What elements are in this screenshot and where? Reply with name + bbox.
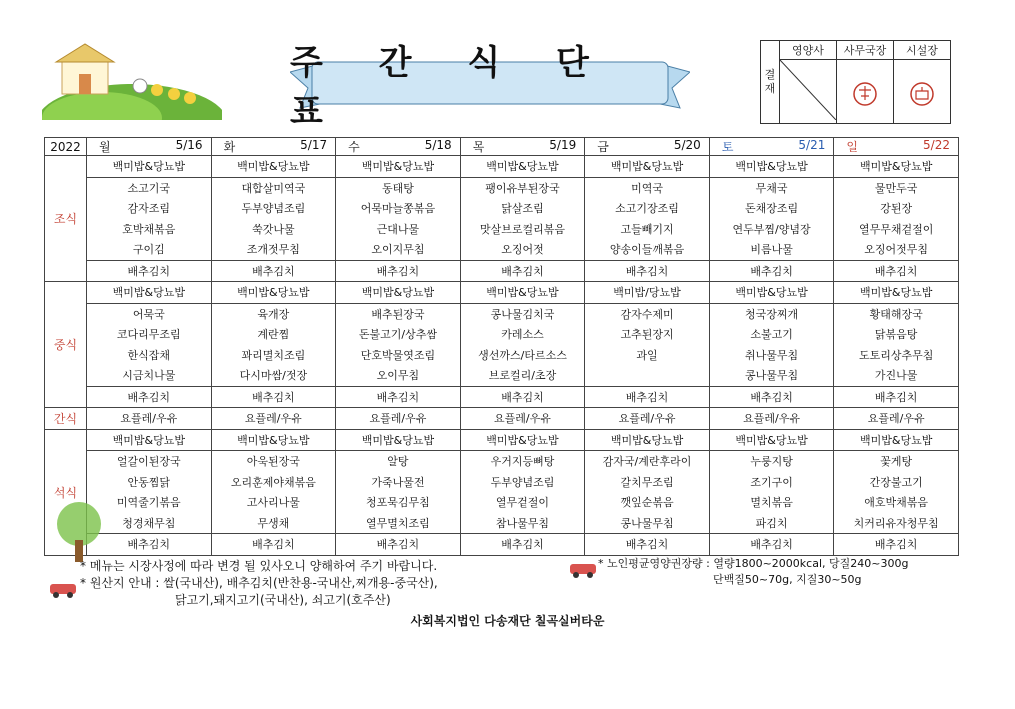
- day-name: 화: [223, 140, 236, 154]
- menu-item: [585, 365, 710, 386]
- menu-item: 치커리유자청무침: [834, 513, 959, 534]
- menu-item: 백미밥&당뇨밥: [211, 156, 336, 178]
- menu-item: 돈불고기/상추쌈: [336, 324, 461, 345]
- day-date: 5/16: [175, 138, 203, 152]
- notice-line: * 원산지 안내 : 쌀(국내산), 배추김치(반찬용-국내산,찌개용-중국산),: [80, 576, 438, 590]
- car-icon: [48, 576, 78, 600]
- day-date: 5/17: [300, 138, 328, 152]
- menu-item: 요플레/우유: [211, 408, 336, 430]
- menu-item: 오리훈제야채볶음: [211, 472, 336, 493]
- menu-item: 조개젓무침: [211, 239, 336, 260]
- menu-item: 오징어젓: [460, 239, 585, 260]
- menu-item: 열무멸치조림: [336, 513, 461, 534]
- menu-item: 두부양념조림: [211, 198, 336, 219]
- day-date: 5/21: [798, 138, 826, 152]
- day-header: [87, 138, 212, 156]
- menu-item: 다시마쌈/젓장: [211, 365, 336, 386]
- stamp-icon: [837, 60, 893, 120]
- menu-item: 가진나물: [834, 365, 959, 386]
- day-header-row: [45, 138, 959, 156]
- menu-row: [45, 451, 959, 472]
- menu-item: 물만두국: [834, 177, 959, 198]
- menu-item: 배추김치: [585, 534, 710, 556]
- menu-item: 배추김치: [709, 260, 834, 282]
- menu-item: 간장불고기: [834, 472, 959, 493]
- menu-item: 누룽지탕: [709, 451, 834, 472]
- approval-stamp: [894, 60, 951, 124]
- meal-label: 중식: [45, 282, 87, 408]
- menu-item: 가죽나물전: [336, 472, 461, 493]
- menu-item: 도토리상추무침: [834, 345, 959, 366]
- meal-label: 조식: [45, 156, 87, 282]
- menu-item: 대합살미역국: [211, 177, 336, 198]
- menu-item: 백미밥&당뇨밥: [87, 429, 212, 451]
- menu-row: [45, 408, 959, 430]
- menu-item: 요플레/우유: [87, 408, 212, 430]
- weekly-menu-table: [44, 137, 959, 556]
- menu-item: 백미밥&당뇨밥: [834, 429, 959, 451]
- menu-item: 파김치: [709, 513, 834, 534]
- menu-row: [45, 472, 959, 493]
- title-banner: [290, 43, 690, 132]
- day-name: 토: [721, 140, 734, 154]
- menu-item: 감자조림: [87, 198, 212, 219]
- menu-item: 감자국/계란후라이: [585, 451, 710, 472]
- menu-item: 알탕: [336, 451, 461, 472]
- menu-item: 꽈리멸치조림: [211, 345, 336, 366]
- day-name: 일: [846, 140, 858, 154]
- approval-role: 영양사: [780, 41, 837, 60]
- day-header: [211, 138, 336, 156]
- notice-line: * 메뉴는 시장사정에 따라 변경 될 있사오니 양해하여 주기 바랍니다.: [80, 559, 438, 573]
- day-date: 5/19: [549, 138, 577, 152]
- menu-item: 배추김치: [87, 386, 212, 408]
- menu-item: 배추김치: [460, 534, 585, 556]
- menu-item: 소불고기: [709, 324, 834, 345]
- day-date: 5/18: [424, 138, 452, 152]
- day-header: [336, 138, 461, 156]
- menu-item: 꽃게탕: [834, 451, 959, 472]
- menu-item: 배추김치: [460, 260, 585, 282]
- menu-item: 멸치볶음: [709, 492, 834, 513]
- menu-item: 청국장찌개: [709, 303, 834, 324]
- approval-role: 시설장: [894, 41, 951, 60]
- menu-item: 우거지등뼈탕: [460, 451, 585, 472]
- menu-item: 고들빼기지: [585, 219, 710, 240]
- menu-item: 배추김치: [585, 386, 710, 408]
- menu-item: 배추김치: [211, 534, 336, 556]
- menu-item: 요플레/우유: [585, 408, 710, 430]
- car-icon: [568, 556, 598, 580]
- notice-text: [80, 558, 438, 609]
- menu-item: 코다리무조림: [87, 324, 212, 345]
- menu-item: 참나물무침: [460, 513, 585, 534]
- menu-item: 배추김치: [211, 386, 336, 408]
- menu-item: 백미밥&당뇨밥: [336, 156, 461, 178]
- menu-item: 콩나물김치국: [460, 303, 585, 324]
- day-header-content: [834, 138, 958, 155]
- menu-item: 강된장: [834, 198, 959, 219]
- menu-item: 배추김치: [336, 534, 461, 556]
- day-header-content: [87, 138, 211, 155]
- menu-item: 조기구이: [709, 472, 834, 493]
- menu-row: [45, 260, 959, 282]
- menu-item: 백미밥&당뇨밥: [87, 282, 212, 304]
- menu-item: 배추김치: [709, 534, 834, 556]
- menu-item: 청경채무침: [87, 513, 212, 534]
- menu-item: 백미밥&당뇨밥: [211, 429, 336, 451]
- menu-item: 소고기장조림: [585, 198, 710, 219]
- menu-item: 깻잎순볶음: [585, 492, 710, 513]
- day-header: [585, 138, 710, 156]
- day-name: 목: [472, 140, 485, 154]
- menu-item: 어묵마늘쫑볶음: [336, 198, 461, 219]
- day-header: [709, 138, 834, 156]
- menu-item: 요플레/우유: [460, 408, 585, 430]
- menu-item: 양송이들깨볶음: [585, 239, 710, 260]
- year-cell: 2022: [45, 138, 87, 156]
- menu-item: 배추김치: [460, 386, 585, 408]
- day-header: [834, 138, 959, 156]
- menu-item: 근대나물: [336, 219, 461, 240]
- menu-item: 계란찜: [211, 324, 336, 345]
- menu-item: 닭살조림: [460, 198, 585, 219]
- menu-item: 배추된장국: [336, 303, 461, 324]
- menu-item: 애호박채볶음: [834, 492, 959, 513]
- day-header-content: [336, 138, 460, 155]
- menu-item: 배추김치: [585, 260, 710, 282]
- nutrition-line: * 노인평균영양권장량 : 열량1800~2000kcal, 당질240~300g: [598, 557, 909, 570]
- menu-item: 배추김치: [834, 386, 959, 408]
- menu-item: 백미밥&당뇨밥: [585, 429, 710, 451]
- menu-item: 카레소스: [460, 324, 585, 345]
- menu-item: 요플레/우유: [834, 408, 959, 430]
- meal-label: 석식: [45, 429, 87, 555]
- menu-item: 배추김치: [211, 260, 336, 282]
- tree-illustration: [44, 500, 114, 564]
- menu-item: 쑥갓나물: [211, 219, 336, 240]
- menu-item: 백미밥&당뇨밥: [460, 156, 585, 178]
- menu-item: 한식잡채: [87, 345, 212, 366]
- day-date: 5/22: [923, 138, 950, 152]
- menu-row: [45, 303, 959, 324]
- menu-item: 육개장: [211, 303, 336, 324]
- nutrition-text: [598, 556, 908, 588]
- menu-item: 배추김치: [87, 260, 212, 282]
- menu-item: 맛살브로컬리볶음: [460, 219, 585, 240]
- day-header: [460, 138, 585, 156]
- menu-item: 배추김치: [834, 534, 959, 556]
- menu-item: 시금치나물: [87, 365, 212, 386]
- menu-item: 취나물무침: [709, 345, 834, 366]
- menu-item: 브로컬리/초장: [460, 365, 585, 386]
- menu-item: 열무무채겉절이: [834, 219, 959, 240]
- menu-item: 청포묵김무침: [336, 492, 461, 513]
- menu-item: 닭볶음탕: [834, 324, 959, 345]
- menu-item: 요플레/우유: [336, 408, 461, 430]
- day-name: 금: [597, 140, 609, 154]
- menu-item: 황태해장국: [834, 303, 959, 324]
- menu-item: 백미밥&당뇨밥: [460, 282, 585, 304]
- menu-item: 백미밥&당뇨밥: [834, 282, 959, 304]
- menu-item: 소고기국: [87, 177, 212, 198]
- menu-item: 무생채: [211, 513, 336, 534]
- menu-row: [45, 324, 959, 345]
- menu-item: 두부양념조림: [460, 472, 585, 493]
- menu-item: 백미밥&당뇨밥: [709, 429, 834, 451]
- menu-item: 고사리나물: [211, 492, 336, 513]
- menu-item: 배추김치: [834, 260, 959, 282]
- menu-row: [45, 282, 959, 304]
- menu-row: [45, 365, 959, 386]
- approval-label: [761, 41, 780, 124]
- menu-item: 백미밥/당뇨밥: [585, 282, 710, 304]
- menu-item: 생선까스/타르소스: [460, 345, 585, 366]
- menu-item: 비름나물: [709, 239, 834, 260]
- menu-item: 감자수제미: [585, 303, 710, 324]
- approval-stamp: [837, 60, 894, 124]
- menu-item: 오이지무침: [336, 239, 461, 260]
- menu-item: 돈채장조림: [709, 198, 834, 219]
- menu-item: 배추김치: [709, 386, 834, 408]
- menu-row: [45, 177, 959, 198]
- approval-label-text: 결 재: [764, 68, 776, 95]
- day-name: 수: [348, 140, 360, 154]
- menu-item: 안동찜닭: [87, 472, 212, 493]
- day-header-content: [710, 138, 834, 155]
- menu-item: 과일: [585, 345, 710, 366]
- menu-item: 백미밥&당뇨밥: [87, 156, 212, 178]
- menu-row: [45, 386, 959, 408]
- menu-row: [45, 198, 959, 219]
- menu-row: [45, 492, 959, 513]
- day-header-content: [212, 138, 336, 155]
- menu-item: 콩나물무침: [585, 513, 710, 534]
- day-header-content: [585, 138, 709, 155]
- menu-item: 배추김치: [336, 386, 461, 408]
- menu-row: [45, 429, 959, 451]
- notice-line: 닭고기,돼지고기(국내산), 쇠고기(호주산): [175, 593, 391, 607]
- stamp-icon: [894, 60, 950, 120]
- menu-item: 구이김: [87, 239, 212, 260]
- approval-box: [760, 40, 951, 124]
- menu-item: 백미밥&당뇨밥: [709, 156, 834, 178]
- menu-item: 단호박물엿조림: [336, 345, 461, 366]
- menu-item: 열무겉절이: [460, 492, 585, 513]
- menu-item: 백미밥&당뇨밥: [336, 282, 461, 304]
- approval-slot-empty: [780, 60, 837, 124]
- menu-item: 백미밥&당뇨밥: [709, 282, 834, 304]
- menu-item: 연두부찜/양념장: [709, 219, 834, 240]
- menu-item: 백미밥&당뇨밥: [460, 429, 585, 451]
- menu-item: 콩나물무침: [709, 365, 834, 386]
- menu-row: [45, 534, 959, 556]
- menu-item: 동태탕: [336, 177, 461, 198]
- approval-role: 사무국장: [837, 41, 894, 60]
- menu-row: [45, 345, 959, 366]
- menu-row: [45, 156, 959, 178]
- menu-item: 백미밥&당뇨밥: [211, 282, 336, 304]
- menu-item: 백미밥&당뇨밥: [336, 429, 461, 451]
- menu-item: 얼갈이된장국: [87, 451, 212, 472]
- meal-label: 간식: [45, 408, 87, 430]
- menu-item: 호박채볶음: [87, 219, 212, 240]
- organization-name: 사회복지법인 다송재단 칠곡실버타운: [410, 614, 605, 628]
- diagonal-line: [780, 60, 836, 120]
- menu-item: 오이무침: [336, 365, 461, 386]
- nutrition-line: 단백질50~70g, 지질30~50g: [713, 573, 862, 586]
- day-header-content: [461, 138, 585, 155]
- menu-item: 아욱된장국: [211, 451, 336, 472]
- menu-item: 미역줄기볶음: [87, 492, 212, 513]
- menu-item: 배추김치: [336, 260, 461, 282]
- menu-item: 무채국: [709, 177, 834, 198]
- page-title: 주 간 식 단 표: [290, 43, 611, 132]
- menu-item: 미역국: [585, 177, 710, 198]
- day-name: 월: [99, 140, 111, 154]
- menu-item: 어묵국: [87, 303, 212, 324]
- menu-row: [45, 239, 959, 260]
- menu-item: 오징어젓무침: [834, 239, 959, 260]
- menu-item: 백미밥&당뇨밥: [585, 156, 710, 178]
- menu-item: 요플레/우유: [709, 408, 834, 430]
- menu-item: 갈치무조림: [585, 472, 710, 493]
- day-date: 5/20: [673, 138, 701, 152]
- menu-item: 백미밥&당뇨밥: [834, 156, 959, 178]
- menu-row: [45, 513, 959, 534]
- hill-illustration: [42, 40, 222, 120]
- menu-item: 팽이유부된장국: [460, 177, 585, 198]
- menu-item: 고추된장지: [585, 324, 710, 345]
- menu-item: 배추김치: [87, 534, 212, 556]
- menu-row: [45, 219, 959, 240]
